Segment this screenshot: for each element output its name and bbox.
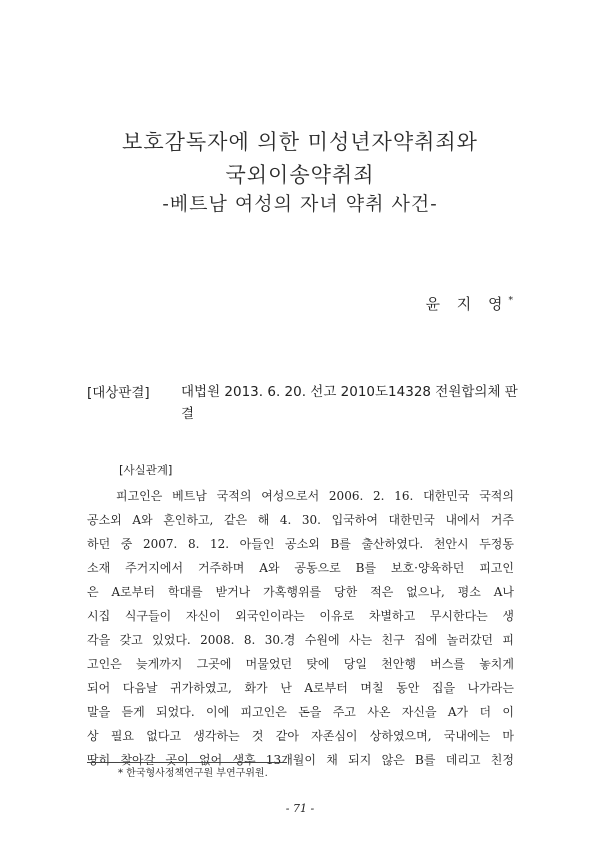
body-line: 소재 주거지에서 거주하며 A와 공동으로 B를 보호·양육하던 피고인 xyxy=(87,561,514,575)
title-line-1: 보호감독자에 의한 미성년자약취죄와 xyxy=(122,130,478,154)
subtitle: -베트남 여성의 자녀 약취 사건- xyxy=(162,193,438,215)
body-line: 하던 중 2007. 8. 12. 아들인 공소외 B를 출산하였다. 천안시 두정동 xyxy=(87,537,514,551)
section-heading: [사실관계] xyxy=(119,463,173,477)
page-number: - 71 - xyxy=(285,802,315,815)
body-line: 상 필요 없다고 생각하는 것 같아 자존심이 상하였으며, 국내에는 마 xyxy=(87,729,514,743)
body-line: 은 A로부터 학대를 받거나 가혹행위를 당한 적은 없으나, 평소 A나 xyxy=(87,585,514,599)
body-line: 고인은 늦게까지 그곳에 머물었던 탓에 당일 천안행 버스를 놓치게 xyxy=(87,657,514,671)
footnote: * 한국형사정책연구원 부연구위원. xyxy=(118,768,268,779)
case-label: [대상판결] xyxy=(87,385,150,401)
body-line: 피고인은 베트남 국적의 여성으로서 2006. 2. 16. 대한민국 국적의 xyxy=(116,489,514,503)
body-line: 각을 갖고 있었다. 2008. 8. 30.경 수원에 사는 친구 집에 놀러갔던 피 xyxy=(87,633,514,647)
body-text xyxy=(87,484,514,772)
author-name: 윤 지 영 xyxy=(425,295,509,313)
case-citation: 대법원 2013. 6. 20. 선고 2010도14328 전원합의체 판결 xyxy=(181,384,518,422)
body-line: 되어 다음날 귀가하였고, 화가 난 A로부터 며칠 동안 집을 나가라는 xyxy=(87,681,514,695)
author-footnote-mark: * xyxy=(508,296,513,306)
body-line: 공소외 A와 혼인하고, 같은 해 4. 30. 입국하여 대한민국 내에서 거주 xyxy=(87,513,514,527)
footnote-divider xyxy=(87,762,287,763)
body-line: 시집 식구들이 자신이 외국인이라는 이유로 차별하고 무시한다는 생 xyxy=(87,609,514,623)
author xyxy=(425,293,513,314)
body-line: 땅히 찾아갈 곳이 없어 생후 13개월이 채 되지 않은 B를 데리고 친정 xyxy=(87,753,514,767)
body-line: 말을 듣게 되었다. 이에 피고인은 돈을 주고 사온 자신을 A가 더 이 xyxy=(87,705,514,719)
title-line-2: 국외이송약취죄 xyxy=(225,163,375,187)
